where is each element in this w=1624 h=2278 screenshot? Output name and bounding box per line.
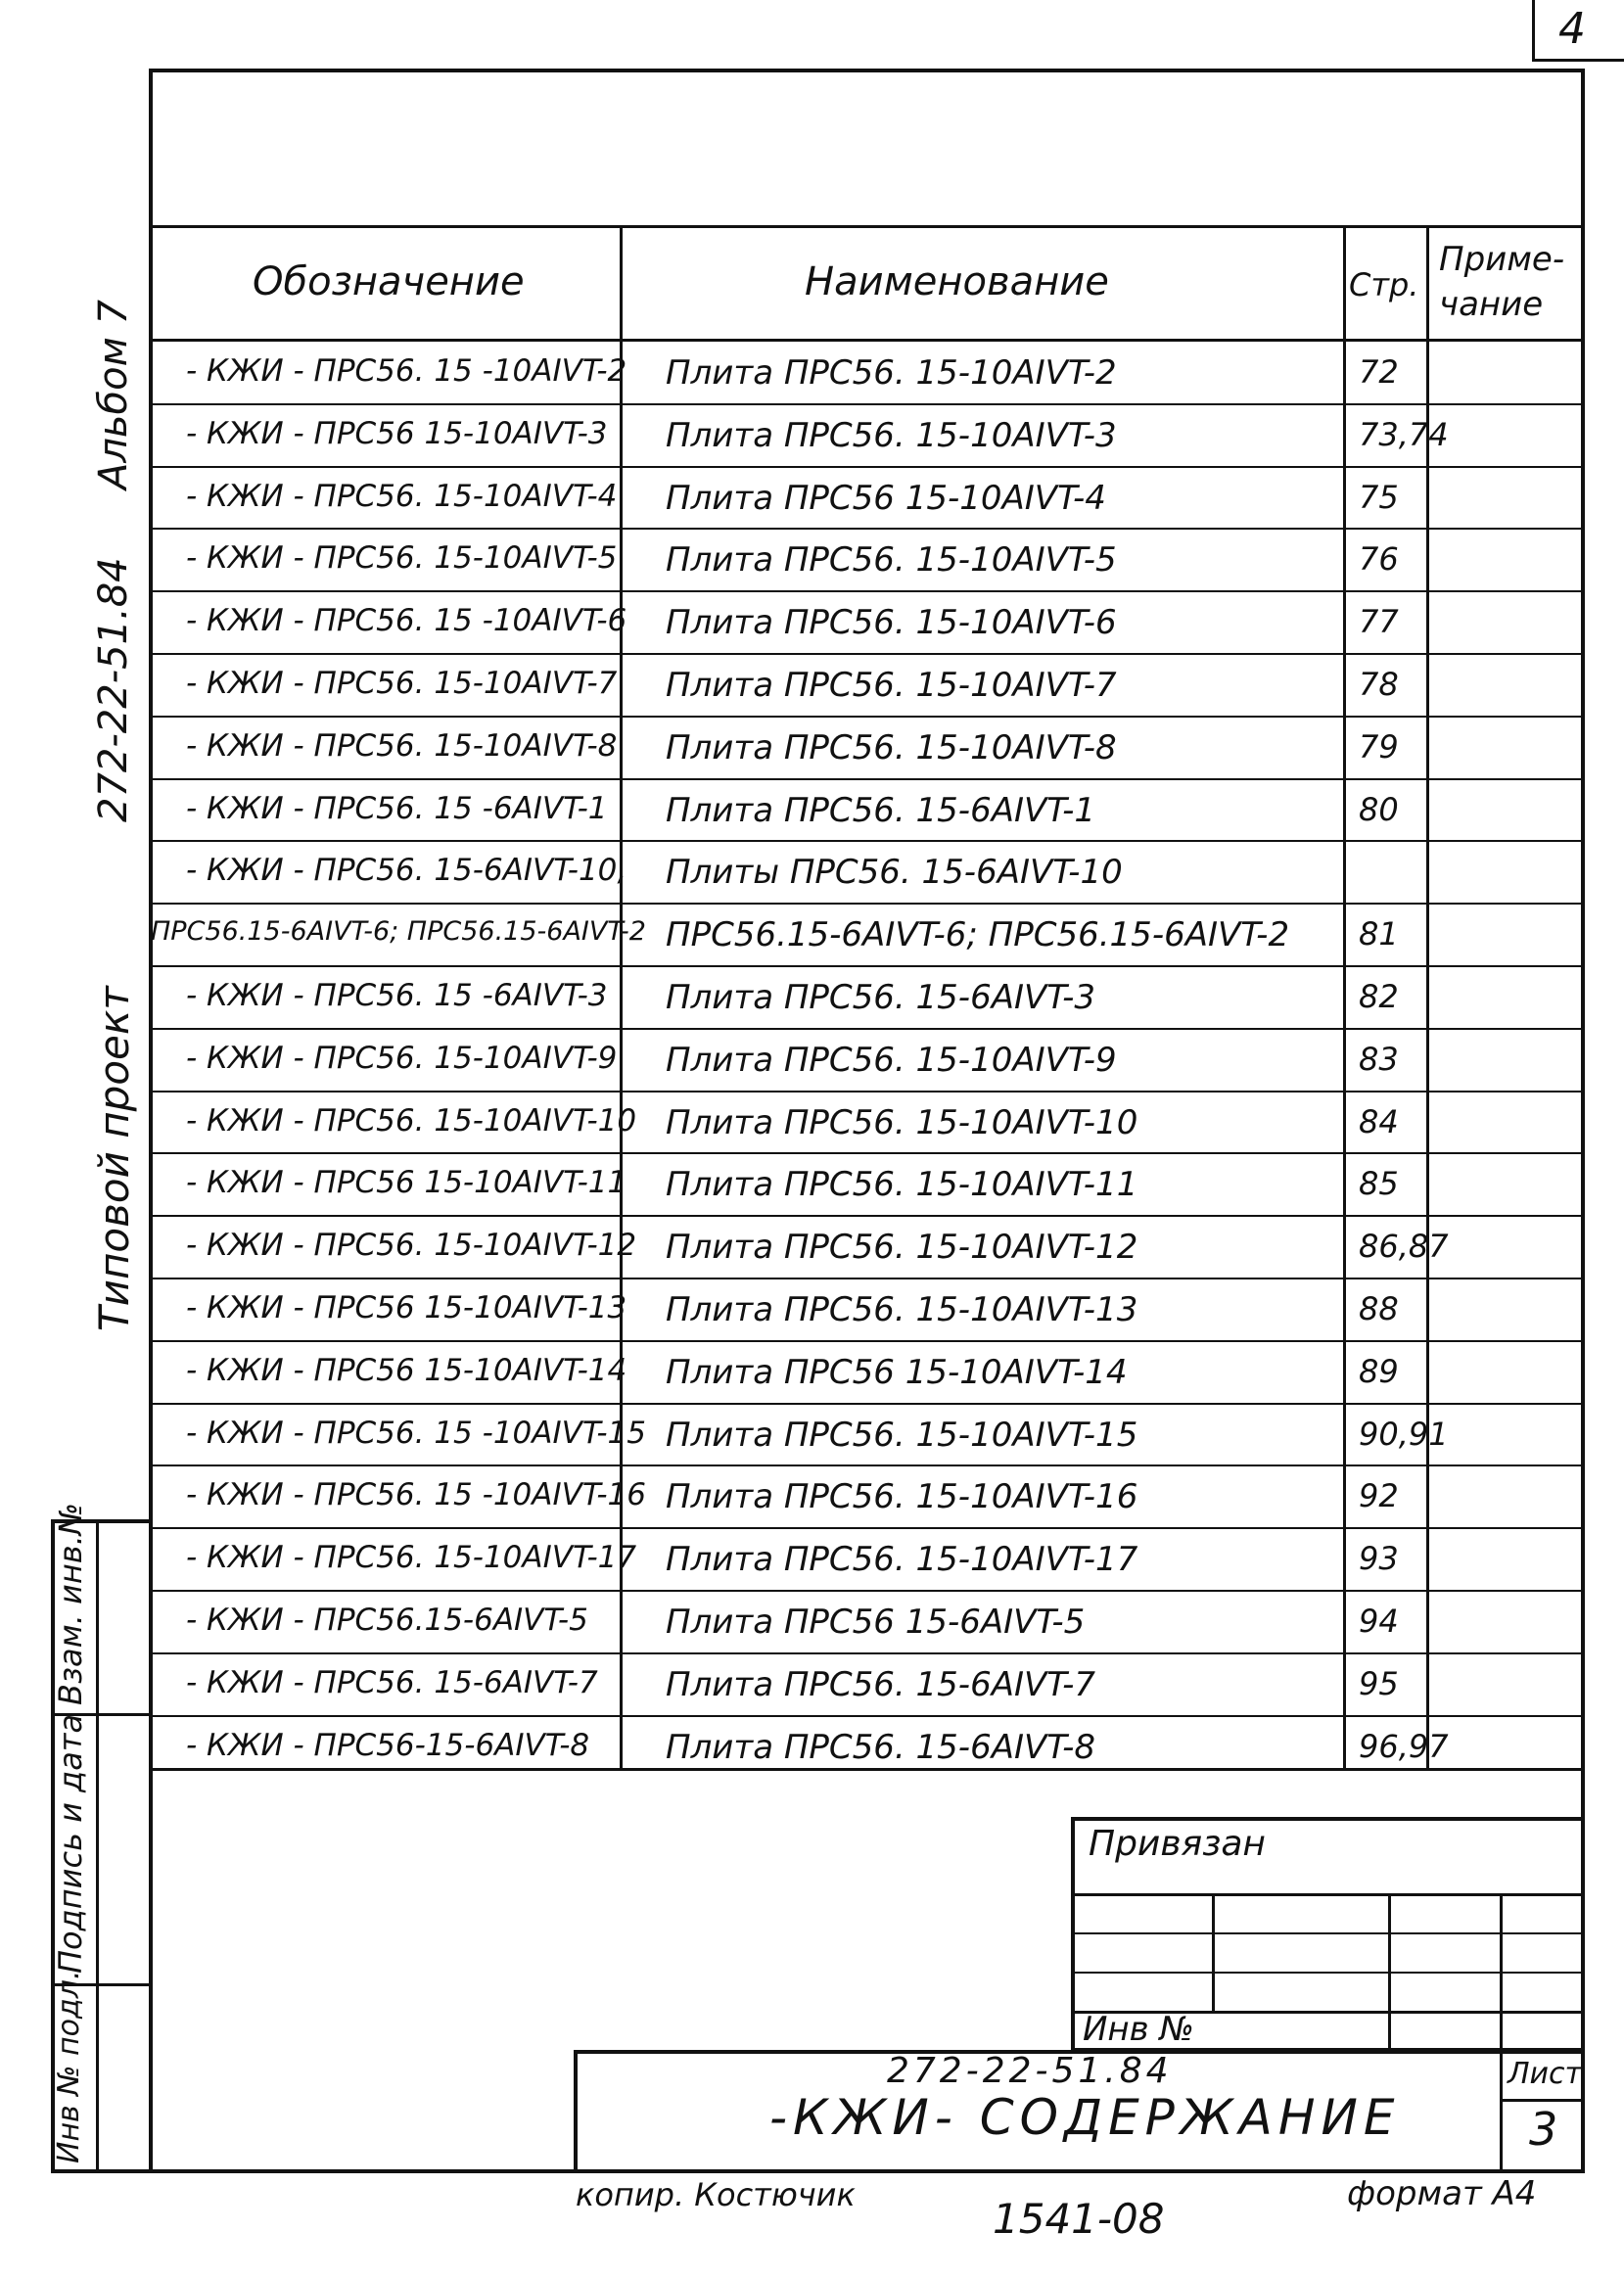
row-name: Плита ПРС56. 15-6AIVT-7 bbox=[666, 1665, 1096, 1704]
row-designation: - КЖИ - ПРС56. 15 -10AIVT-6 bbox=[186, 603, 627, 638]
row-separator bbox=[149, 716, 1585, 718]
row-name: Плита ПРС56. 15-10AIVT-13 bbox=[666, 1290, 1138, 1329]
row-page: 78 bbox=[1359, 666, 1399, 703]
row-designation: ПРС56.15-6AIVT-6; ПРС56.15-6AIVT-2 bbox=[151, 916, 646, 947]
row-designation: - КЖИ - ПРС56 15-10AIVT-13 bbox=[186, 1290, 627, 1325]
side-album: Альбом 7 bbox=[91, 300, 136, 489]
col-divider-3 bbox=[1426, 225, 1429, 1770]
row-name: Плита ПРС56. 15-10AIVT-17 bbox=[666, 1540, 1138, 1579]
privyazan-line-1 bbox=[1071, 1893, 1585, 1896]
row-page: 95 bbox=[1359, 1665, 1399, 1702]
inv-no-label: Инв № bbox=[1083, 2010, 1194, 2049]
row-separator bbox=[149, 653, 1585, 655]
row-designation: - КЖИ - ПРС56. 15-10AIVT-17 bbox=[186, 1540, 637, 1575]
row-name: Плита ПРС56. 15-10AIVT-9 bbox=[666, 1041, 1117, 1080]
row-name: Плита ПРС56. 15-6AIVT-8 bbox=[666, 1728, 1096, 1767]
row-name: Плита ПРС56. 15-10AIVT-2 bbox=[666, 353, 1117, 393]
row-page: 96,97 bbox=[1359, 1728, 1449, 1765]
row-page: 84 bbox=[1359, 1103, 1399, 1140]
row-name: Плита ПРС56. 15-10AIVT-10 bbox=[666, 1103, 1138, 1142]
top-corner-divider bbox=[1532, 0, 1535, 61]
row-page: 82 bbox=[1359, 978, 1399, 1015]
row-designation: - КЖИ - ПРС56. 15-10AIVT-4 bbox=[186, 479, 618, 514]
header-note-1: Приме- bbox=[1439, 240, 1565, 279]
row-separator bbox=[149, 1527, 1585, 1529]
footer-copied-by: копир. Костючик bbox=[576, 2176, 856, 2213]
row-separator bbox=[149, 1028, 1585, 1030]
row-separator bbox=[149, 590, 1585, 592]
row-designation: - КЖИ - ПРС56. 15-10AIVT-9 bbox=[186, 1041, 618, 1076]
privyazan-label: Привязан bbox=[1089, 1824, 1266, 1864]
row-separator bbox=[149, 1278, 1585, 1279]
header-note-2: чание bbox=[1439, 285, 1544, 324]
privyazan-line-3 bbox=[1071, 1972, 1585, 1974]
title-stamp-divider bbox=[1500, 2050, 1503, 2173]
row-designation: - КЖИ - ПРС56.15-6AIVT-5 bbox=[186, 1603, 588, 1638]
header-name: Наименование bbox=[805, 259, 1109, 304]
side-project-code: 272-22-51.84 bbox=[91, 557, 136, 822]
row-name: Плита ПРС56. 15-10AIVT-3 bbox=[666, 416, 1117, 455]
row-page: 81 bbox=[1359, 915, 1399, 953]
side-typical-project: Типовой проект bbox=[90, 986, 138, 1331]
row-name: Плита ПРС56. 15-10AIVT-7 bbox=[666, 666, 1117, 705]
row-designation: - КЖИ - ПРС56. 15 -6AIVT-1 bbox=[186, 791, 608, 826]
row-designation: - КЖИ - ПРС56. 15-10AIVT-5 bbox=[186, 540, 618, 576]
side-stamp-sign: Подпись и дата bbox=[52, 1713, 89, 1974]
row-designation: - КЖИ - ПРС56. 15 -10AIVT-2 bbox=[186, 353, 627, 389]
doc-title: -КЖИ- СОДЕРЖАНИЕ bbox=[769, 2089, 1401, 2146]
privyazan-col-2 bbox=[1388, 1893, 1391, 2052]
top-corner-underline bbox=[1532, 59, 1624, 62]
row-separator bbox=[149, 1590, 1585, 1592]
sheet-value: 3 bbox=[1529, 2103, 1558, 2156]
row-page: 80 bbox=[1359, 791, 1399, 828]
row-separator bbox=[149, 1652, 1585, 1654]
row-separator bbox=[149, 1464, 1585, 1466]
row-separator bbox=[149, 840, 1585, 842]
privyazan-line-2 bbox=[1071, 1932, 1585, 1934]
row-name: Плита ПРС56. 15-6AIVT-3 bbox=[666, 978, 1096, 1017]
footer-number: 1541-08 bbox=[993, 2195, 1165, 2243]
top-sheet-number: 4 bbox=[1558, 4, 1586, 54]
row-separator bbox=[149, 1215, 1585, 1217]
row-designation: - КЖИ - ПРС56. 15-6AIVT-7 bbox=[186, 1665, 598, 1700]
row-designation: - КЖИ - ПРС56 15-10AIVT-11 bbox=[186, 1165, 627, 1200]
row-page: 86,87 bbox=[1359, 1228, 1449, 1265]
row-separator bbox=[149, 466, 1585, 468]
sheet-label: Лист bbox=[1508, 2057, 1583, 2091]
row-separator bbox=[149, 528, 1585, 530]
header-designation: Обозначение bbox=[253, 259, 525, 304]
row-page: 92 bbox=[1359, 1477, 1399, 1514]
row-page: 76 bbox=[1359, 540, 1399, 578]
row-designation: - КЖИ - ПРС56 15-10AIVT-14 bbox=[186, 1353, 627, 1388]
row-separator bbox=[149, 1340, 1585, 1342]
row-page: 77 bbox=[1359, 603, 1399, 640]
row-page: 73,74 bbox=[1359, 416, 1449, 453]
row-name: Плита ПРС56. 15-10AIVT-5 bbox=[666, 540, 1117, 580]
doc-code: 272-22-51.84 bbox=[887, 2051, 1173, 2091]
row-page: 72 bbox=[1359, 353, 1399, 391]
row-designation: - КЖИ - ПРС56-15-6AIVT-8 bbox=[186, 1728, 590, 1763]
row-separator bbox=[149, 778, 1585, 780]
header-bottom-line bbox=[149, 339, 1585, 342]
row-designation: - КЖИ - ПРС56. 15 -10AIVT-16 bbox=[186, 1477, 646, 1512]
row-separator bbox=[149, 1403, 1585, 1405]
row-name: Плиты ПРС56. 15-6AIVT-10 bbox=[666, 853, 1123, 892]
row-name: Плита ПРС56. 15-10AIVT-11 bbox=[666, 1165, 1138, 1204]
side-stamp-divider bbox=[96, 1519, 99, 2173]
row-separator bbox=[149, 903, 1585, 905]
row-name: Плита ПРС56 15-10AIVT-14 bbox=[666, 1353, 1128, 1392]
row-designation: - КЖИ - ПРС56. 15-6AIVT-10, bbox=[186, 853, 627, 888]
row-page: 75 bbox=[1359, 479, 1399, 516]
privyazan-col-1 bbox=[1212, 1893, 1215, 2011]
footer-format: формат А4 bbox=[1347, 2174, 1537, 2213]
row-name: Плита ПРС56. 15-10AIVT-8 bbox=[666, 728, 1117, 767]
row-page: 88 bbox=[1359, 1290, 1399, 1327]
row-designation: - КЖИ - ПРС56 15-10AIVT-3 bbox=[186, 416, 608, 451]
row-page: 93 bbox=[1359, 1540, 1399, 1577]
row-name: Плита ПРС56 15-6AIVT-5 bbox=[666, 1603, 1086, 1642]
row-name: Плита ПРС56 15-10AIVT-4 bbox=[666, 479, 1106, 518]
row-page: 85 bbox=[1359, 1165, 1399, 1202]
title-stamp-sheet-line bbox=[1500, 2099, 1585, 2102]
row-designation: - КЖИ - ПРС56. 15 -10AIVT-15 bbox=[186, 1416, 646, 1451]
row-designation: - КЖИ - ПРС56. 15-10AIVT-8 bbox=[186, 728, 618, 764]
table-bottom-line bbox=[149, 1768, 1585, 1771]
row-name: Плита ПРС56. 15-6AIVT-1 bbox=[666, 791, 1096, 830]
row-name: Плита ПРС56. 15-10AIVT-6 bbox=[666, 603, 1117, 642]
col-divider-2 bbox=[1343, 225, 1346, 1770]
header-top-line bbox=[149, 225, 1585, 228]
row-name: Плита ПРС56. 15-10AIVT-16 bbox=[666, 1477, 1138, 1516]
privyazan-col-3 bbox=[1500, 1893, 1503, 2052]
row-page: 83 bbox=[1359, 1041, 1399, 1078]
row-separator bbox=[149, 1715, 1585, 1717]
row-separator bbox=[149, 965, 1585, 967]
col-divider-1 bbox=[620, 225, 623, 1770]
row-designation: - КЖИ - ПРС56. 15-10AIVT-12 bbox=[186, 1228, 637, 1263]
row-page: 89 bbox=[1359, 1353, 1399, 1390]
row-name: ПРС56.15-6AIVT-6; ПРС56.15-6AIVT-2 bbox=[666, 915, 1290, 954]
row-separator bbox=[149, 1152, 1585, 1154]
row-separator bbox=[149, 1091, 1585, 1093]
header-page: Стр. bbox=[1349, 266, 1419, 303]
row-page: 94 bbox=[1359, 1603, 1399, 1640]
row-designation: - КЖИ - ПРС56. 15 -6AIVT-3 bbox=[186, 978, 608, 1013]
row-designation: - КЖИ - ПРС56. 15-10AIVT-10 bbox=[186, 1103, 637, 1139]
row-separator bbox=[149, 403, 1585, 405]
row-designation: - КЖИ - ПРС56. 15-10AIVT-7 bbox=[186, 666, 618, 701]
side-stamp-vzam: Взам. инв.№ bbox=[52, 1502, 89, 1705]
side-stamp-inv-podl: Инв № подл. bbox=[52, 1970, 86, 2163]
row-name: Плита ПРС56. 15-10AIVT-12 bbox=[666, 1228, 1138, 1267]
row-page: 79 bbox=[1359, 728, 1399, 766]
row-page: 90,91 bbox=[1359, 1416, 1449, 1453]
row-name: Плита ПРС56. 15-10AIVT-15 bbox=[666, 1416, 1138, 1455]
